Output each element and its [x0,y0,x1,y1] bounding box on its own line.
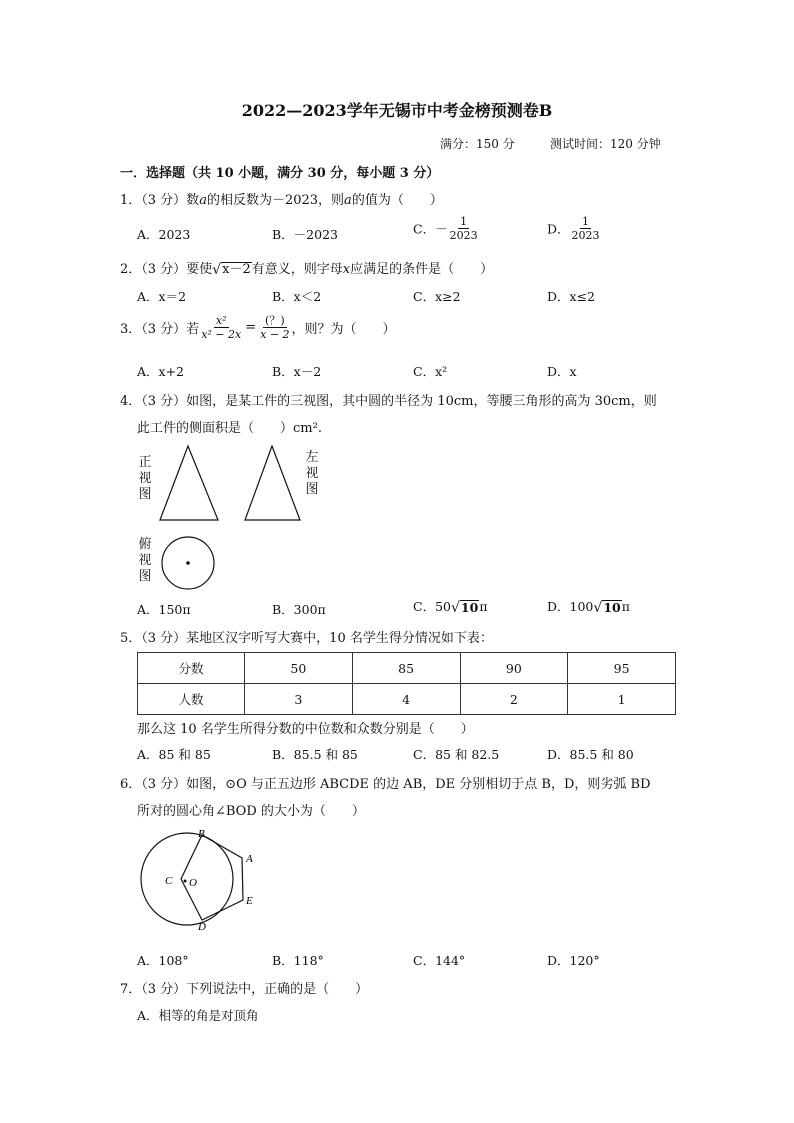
denominator: x² − 2x [201,328,242,341]
fraction [570,215,602,242]
question-text: ，则？为（ ） [291,322,396,337]
q6-option-c: C．144° [413,953,466,968]
fraction [448,215,480,242]
table-cell: 人数 [138,684,245,715]
question-text: 的相反数为－2023，则 [206,193,345,208]
point-label-o: O [189,877,197,889]
q1-option-d [547,215,602,242]
question-text: （3 分）下列说法中，正确的是（ ） [141,982,369,997]
question-2 [120,258,493,277]
radicand: 10 [460,600,479,615]
variable: a [199,193,207,208]
point-label-a: A [246,853,253,865]
radicand: x－2 [222,262,251,277]
pentagon-circle-figure [135,822,270,937]
equals-sign: = [245,320,257,335]
full-score: 满分：150 分 [440,137,515,151]
question-number: 7． [120,982,142,997]
question-4-line2: 此工件的侧面积是（ ）cm². [137,421,322,436]
section-heading: 一．选择题（共 10 小题，满分 30 分，每小题 3 分） [120,166,440,181]
q6-option-b: B．118° [272,953,324,968]
q5-option-b: B．85.5 和 85 [272,747,358,762]
question-4 [120,390,657,409]
q5-option-a: A．85 和 85 [137,747,211,762]
question-5-followup: 那么这 10 名学生所得分数的中位数和众数分别是（ ） [137,722,474,737]
square-root [212,262,252,277]
test-time: 测试时间：120 分钟 [550,137,661,151]
option-suffix: π [479,599,488,614]
q2-option-a: A．x＝2 [137,289,187,304]
question-6 [120,773,651,792]
q7-option-a: A．相等的角是对顶角 [137,1008,259,1023]
table-cell: 1 [568,684,676,715]
question-number: 6． [120,777,142,792]
q6-option-d: D．120° [547,953,600,968]
center-point-o [184,880,187,883]
q1-option-a: A．2023 [137,227,191,242]
variable: a [344,193,352,208]
question-number: 3． [120,322,142,337]
q5-option-c: C．85 和 82.5 [413,747,500,762]
point-label-b: B [198,828,205,840]
q1-option-b: B．－2023 [272,227,338,242]
score-table [137,652,676,715]
three-view-figure [150,440,310,600]
q3-option-c: C．x² [413,364,448,379]
q2-option-b: B．x＜2 [272,289,322,304]
radical-sign-icon: √ [212,262,222,278]
q4-option-b: B．300π [272,602,326,617]
fraction [199,314,243,341]
table-row [138,684,676,715]
question-1 [120,189,443,208]
question-text: （3 分）如图，是某工件的三视图，其中圆的半径为 10cm，等腰三角形的高为 30cm，则 [141,394,657,409]
q4-option-d [547,597,630,615]
question-text: 应满足的条件是（ ） [350,262,494,277]
question-text: （3 分）若 [141,322,200,337]
q6-option-a: A．108° [137,953,189,968]
q3-option-b: B．x－2 [272,364,322,379]
question-5 [120,627,493,646]
denominator: 2023 [449,229,478,242]
table-cell: 2 [460,684,568,715]
q4-option-a: A．150π [137,602,191,617]
q1-option-c [413,215,480,242]
table-cell: 50 [245,653,353,684]
question-text: 的值为（ ） [351,193,443,208]
fraction [258,314,291,341]
table-cell: 3 [245,684,353,715]
circle-center-dot [186,561,190,565]
q2-option-c: C．x≥2 [413,289,461,304]
q3-option-a: A．x+2 [137,364,185,379]
option-suffix: π [621,599,630,614]
numerator: x² [215,314,227,327]
front-view-triangle [160,446,218,520]
side-view-label: 左视图 [305,450,319,497]
question-text: （3 分）数 [141,193,200,208]
square-root [451,600,479,615]
option-prefix: C．50 [413,599,451,614]
table-cell: 95 [568,653,676,684]
question-number: 2． [120,262,142,277]
numerator: (？) [265,314,285,327]
question-7 [120,978,368,997]
option-prefix: D．100 [547,599,594,614]
front-view-label: 正视图 [138,455,152,502]
page-title: 2022—2023学年无锡市中考金榜预测卷B [241,101,553,120]
question-3 [120,314,396,341]
table-cell: 4 [352,684,460,715]
question-text: （3 分）如图，⊙O 与正五边形 ABCDE 的边 AB，DE 分别相切于点 B，D，则劣弧 BD [141,777,651,792]
question-number: 4． [120,394,142,409]
table-row [138,653,676,684]
table-cell: 85 [352,653,460,684]
question-text: 有意义，则字母 [251,262,343,277]
variable: x [342,262,351,277]
question-text: （3 分）某地区汉字听写大赛中，10 名学生得分情况如下表： [141,631,493,646]
q3-option-d: D．x [547,364,577,379]
square-root [593,600,621,615]
radicand: 10 [603,600,621,615]
side-view-triangle [245,446,300,520]
question-number: 5． [120,631,142,646]
point-label-c: C [165,875,173,887]
point-label-d: D [198,921,206,933]
denominator: x − 2 [260,328,290,341]
table-cell: 分数 [138,653,245,684]
question-text: （3 分）要使 [141,262,213,277]
numerator: 1 [460,215,468,228]
q2-option-d: D．x≤2 [547,289,595,304]
radical-sign-icon: √ [450,600,460,616]
option-prefix: D． [547,221,570,237]
numerator: 1 [582,215,590,228]
radical-sign-icon: √ [593,600,603,616]
option-prefix: C．－ [413,221,448,237]
q4-option-c [413,597,488,615]
table-cell: 90 [460,653,568,684]
point-label-e: E [246,895,253,907]
question-number: 1． [120,193,142,208]
top-view-label: 俯视图 [138,537,152,584]
question-6-line2: 所对的圆心角∠BOD 的大小为（ ） [137,804,365,819]
q5-option-d: D．85.5 和 80 [547,747,634,762]
denominator: 2023 [571,229,600,242]
